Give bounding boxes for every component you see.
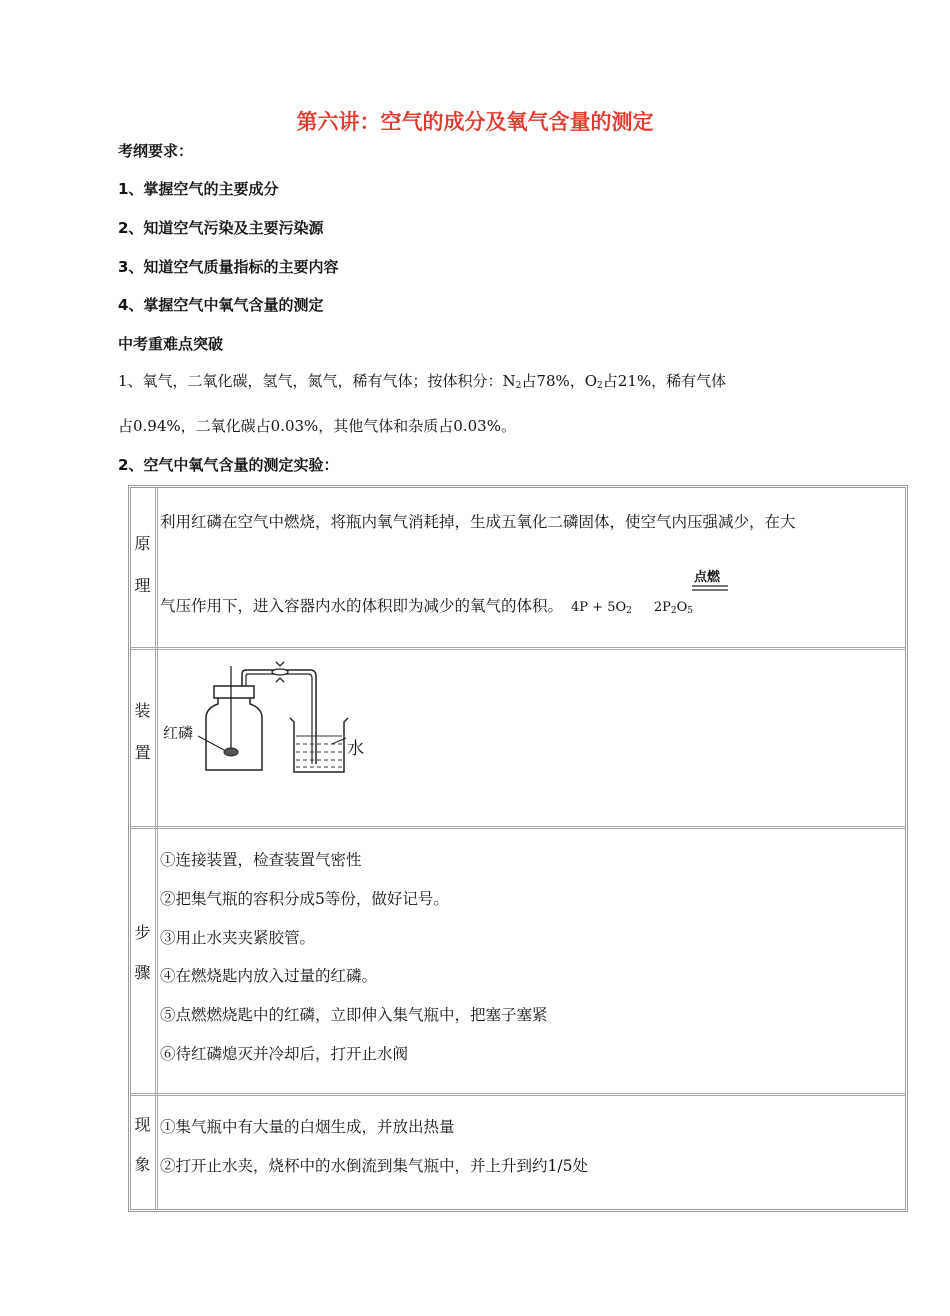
rubber-stopper <box>214 686 254 698</box>
reaction-equals-sign <box>690 584 730 594</box>
step-item: ⑤点燃燃烧匙中的红磷，立即伸入集气瓶中，把塞子塞紧 <box>160 1006 548 1024</box>
gas-bottle <box>206 696 262 770</box>
page-title: 第六讲：空气的成分及氧气含量的测定 <box>296 110 654 134</box>
row-label-steps: 步 骤 <box>134 923 151 982</box>
principle-text-line1: 利用红磷在空气中燃烧，将瓶内氧气消耗掉，生成五氧化二磷固体，使空气内压强减少，在大 <box>160 513 796 531</box>
apparatus-diagram <box>160 652 360 777</box>
reaction-condition: 点燃 <box>694 570 721 585</box>
syllabus-item: 4、掌握空气中氧气含量的测定 <box>118 296 324 314</box>
phenomenon-item: ①集气瓶中有大量的白烟生成，并放出热量 <box>160 1118 455 1136</box>
water-in-beaker <box>296 736 342 767</box>
row-label-phenomena: 现 象 <box>134 1115 151 1174</box>
syllabus-item: 2、知道空气污染及主要污染源 <box>118 219 324 237</box>
row-label-apparatus: 装 置 <box>134 701 151 762</box>
table-row-divider <box>130 1093 906 1096</box>
diagram-label-water: 水 <box>347 739 364 759</box>
glass-tube <box>242 670 316 764</box>
chemical-equation: $4P + 5O_2$ $2P_2O_5$ <box>571 600 694 616</box>
phenomenon-item: ②打开止水夹，烧杯中的水倒流到集气瓶中，并上升到约1/5处 <box>160 1157 588 1175</box>
row-label-principle: 原 理 <box>134 534 151 595</box>
composition-paragraph-line1: 1、氧气，二氧化碳，氢气，氮气，稀有气体；按体积分：$N_2$占78%，$O_2$占21%，稀有气体 <box>118 372 727 391</box>
table-row-divider <box>130 826 906 829</box>
experiment-heading: 2、空气中氧气含量的测定实验： <box>118 456 339 474</box>
syllabus-heading: 考纲要求： <box>118 142 194 160</box>
beaker <box>290 718 348 772</box>
table-row-divider <box>130 647 906 650</box>
composition-paragraph-line2: 占0.94%，二氧化碳占0.03%，其他气体和杂质占0.03%。 <box>118 417 516 435</box>
step-item: ③用止水夹夹紧胶管。 <box>160 929 316 947</box>
syllabus-item: 3、知道空气质量指标的主要内容 <box>118 258 339 276</box>
diagram-label-phosphorus: 红磷 <box>163 724 194 742</box>
breakthrough-heading: 中考重难点突破 <box>118 335 224 353</box>
step-item: ④在燃烧匙内放入过量的红磷。 <box>160 967 378 985</box>
step-item: ②把集气瓶的容积分成5等份，做好记号。 <box>160 890 449 908</box>
principle-text-line2: 气压作用下，进入容器内水的体积即为减少的氧气的体积。 $4P + 5O_2$ $2P_2O_5$ <box>160 597 694 616</box>
syllabus-item: 1、掌握空气的主要成分 <box>118 180 279 198</box>
table-column-divider <box>155 488 158 1209</box>
step-item: ①连接装置，检查装置气密性 <box>160 851 362 869</box>
red-phosphorus <box>224 748 238 756</box>
step-item: ⑥待红磷熄灭并冷却后，打开止水阀 <box>160 1045 409 1063</box>
